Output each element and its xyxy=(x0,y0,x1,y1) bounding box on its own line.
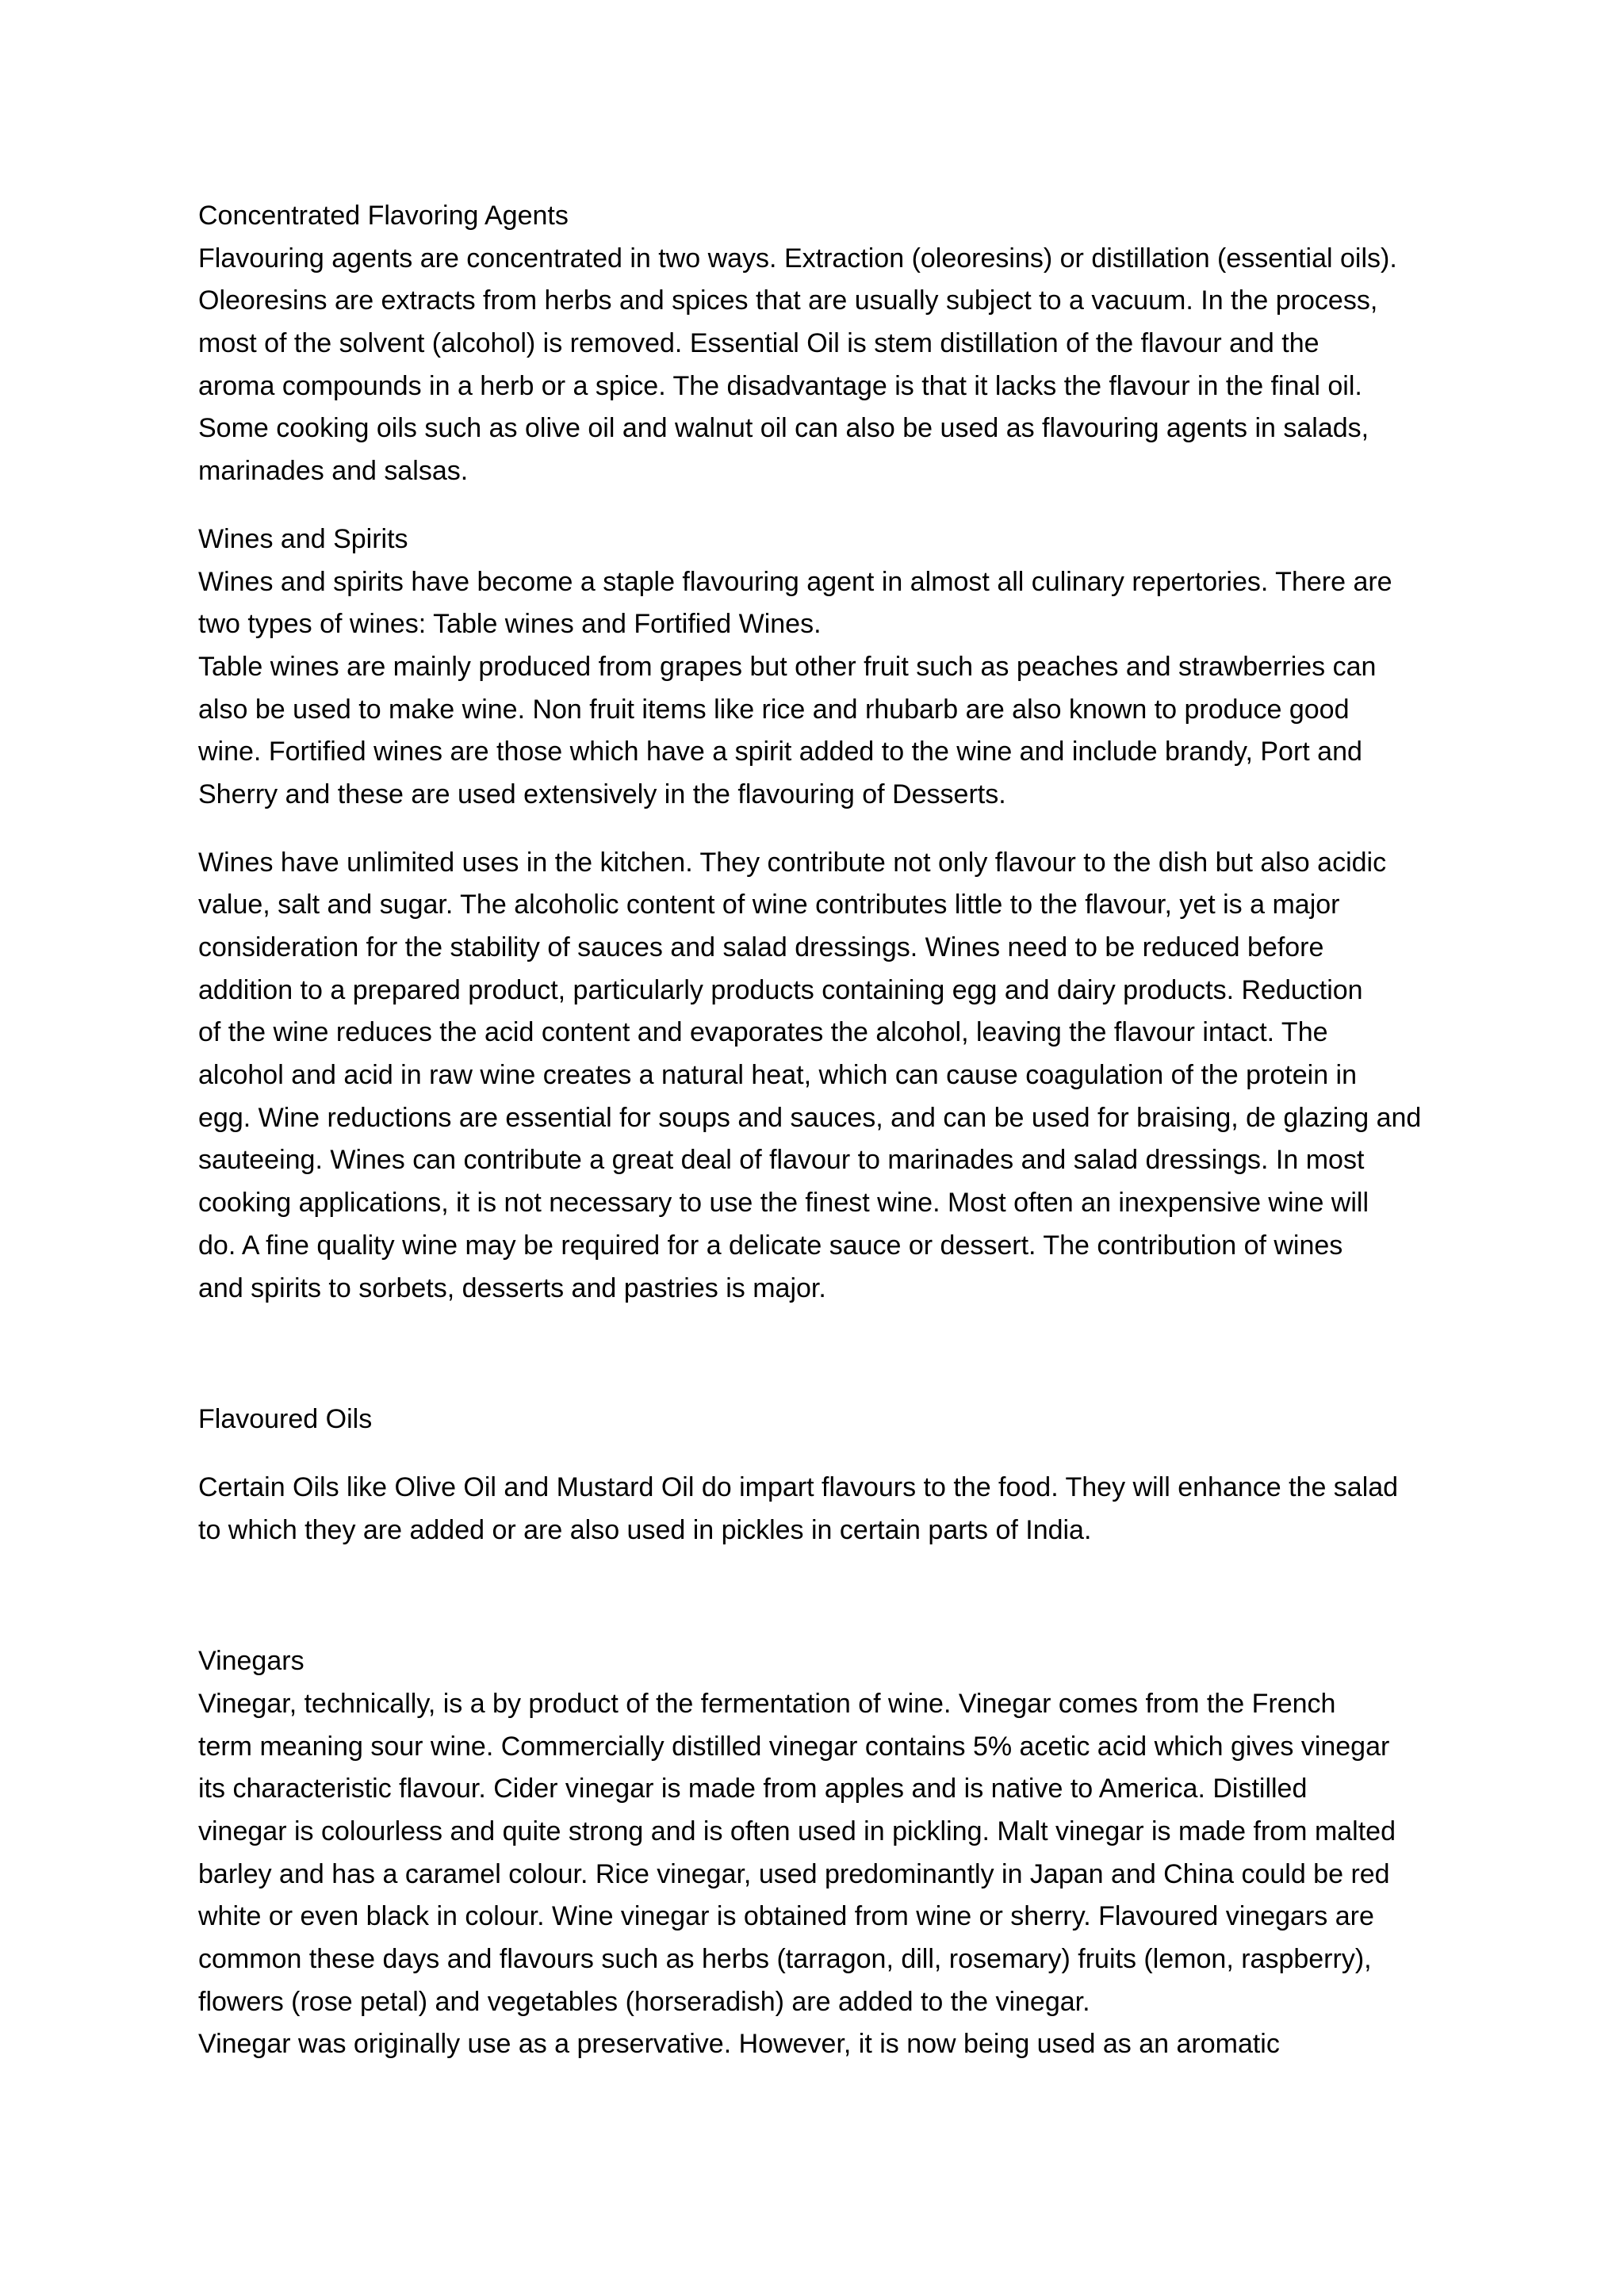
text-line: to which they are added or are also used in pickles in certain parts of India. xyxy=(198,1514,1092,1545)
section-wines-and-spirits xyxy=(198,519,1443,1310)
text-line: vinegar is colourless and quite strong and is often used in pickling. Malt vinegar is made from malted xyxy=(198,1816,1396,1846)
text-line: consideration for the stability of sauces and salad dressings. Wines need to be reduced before xyxy=(198,932,1324,962)
section-heading: Vinegars xyxy=(198,1646,304,1677)
section-vinegars xyxy=(198,1640,1443,2066)
text-line: its characteristic flavour. Cider vinegar is made from apples and is native to America. Distilled xyxy=(198,1774,1308,1804)
text-line: Flavouring agents are concentrated in two ways. Extraction (oleoresins) or distillation (essential oils). xyxy=(198,243,1397,274)
text-line: cooking applications, it is not necessary to use the finest wine. Most often an inexpensive wine will xyxy=(198,1188,1369,1219)
text-line: sauteeing. Wines can contribute a great deal of flavour to marinades and salad dressings. In most xyxy=(198,1145,1365,1176)
text-line: alcohol and acid in raw wine creates a natural heat, which can cause coagulation of the protein in xyxy=(198,1060,1358,1091)
text-line: two types of wines: Table wines and Fortified Wines. xyxy=(198,609,822,640)
section-flavoured-oils xyxy=(198,1399,1443,1552)
section-heading: Flavoured Oils xyxy=(198,1404,373,1435)
text-line: aroma compounds in a herb or a spice. The disadvantage is that it lacks the flavour in the final oil. xyxy=(198,370,1362,401)
text-line: barley and has a caramel colour. Rice vinegar, used predominantly in Japan and China could be red xyxy=(198,1858,1390,1889)
text-line: egg. Wine reductions are essential for soups and sauces, and can be used for braising, de glazing and xyxy=(198,1102,1422,1133)
section-heading: Wines and Spirits xyxy=(198,523,408,554)
text-line: also be used to make wine. Non fruit items like rice and rhubarb are also known to produce good xyxy=(198,694,1350,725)
text-line: Table wines are mainly produced from grapes but other fruit such as peaches and strawberries can xyxy=(198,651,1377,682)
text-line: addition to a prepared product, particularly products containing egg and dairy products. Reduction xyxy=(198,974,1363,1005)
text-line: do. A fine quality wine may be required for a delicate sauce or dessert. The contribution of wines xyxy=(198,1230,1343,1261)
section-concentrated-flavoring-agents xyxy=(198,195,1443,493)
text-line: wine. Fortified wines are those which have a spirit added to the wine and include brandy, Port and xyxy=(198,737,1362,767)
text-line: value, salt and sugar. The alcoholic content of wine contributes little to the flavour, yet is a major xyxy=(198,890,1340,920)
text-line: white or even black in colour. Wine vinegar is obtained from wine or sherry. Flavoured vinegars are xyxy=(198,1901,1374,1932)
text-line: flowers (rose petal) and vegetables (horseradish) are added to the vinegar. xyxy=(198,1986,1090,2017)
text-line: of the wine reduces the acid content and evaporates the alcohol, leaving the flavour intact. The xyxy=(198,1017,1328,1048)
text-line: Some cooking oils such as olive oil and walnut oil can also be used as flavouring agents in salads, xyxy=(198,413,1369,444)
text-line: common these days and flavours such as herbs (tarragon, dill, rosemary) fruits (lemon, raspberry), xyxy=(198,1944,1372,1975)
document-page xyxy=(198,195,1443,2066)
text-line: Certain Oils like Olive Oil and Mustard Oil do impart flavours to the food. They will enhance the salad xyxy=(198,1471,1399,1502)
text-line: Vinegar, technically, is a by product of the fermentation of wine. Vinegar comes from the French xyxy=(198,1688,1336,1719)
text-line: Wines have unlimited uses in the kitchen. They contribute not only flavour to the dish but also acidic xyxy=(198,847,1387,878)
text-line: Wines and spirits have become a staple flavouring agent in almost all culinary repertories. There are xyxy=(198,566,1392,597)
text-line: Sherry and these are used extensively in the flavouring of Desserts. xyxy=(198,779,1006,809)
text-line: marinades and salsas. xyxy=(198,456,469,487)
text-line: Vinegar was originally use as a preservative. However, it is now being used as an aromatic xyxy=(198,2029,1280,2060)
section-heading: Concentrated Flavoring Agents xyxy=(198,201,569,231)
text-line: Oleoresins are extracts from herbs and spices that are usually subject to a vacuum. In the process, xyxy=(198,285,1378,316)
text-line: term meaning sour wine. Commercially distilled vinegar contains 5% acetic acid which gives vinegar xyxy=(198,1731,1390,1762)
text-line: and spirits to sorbets, desserts and pastries is major. xyxy=(198,1272,826,1303)
text-line: most of the solvent (alcohol) is removed. Essential Oil is stem distillation of the flavour and the xyxy=(198,328,1320,359)
